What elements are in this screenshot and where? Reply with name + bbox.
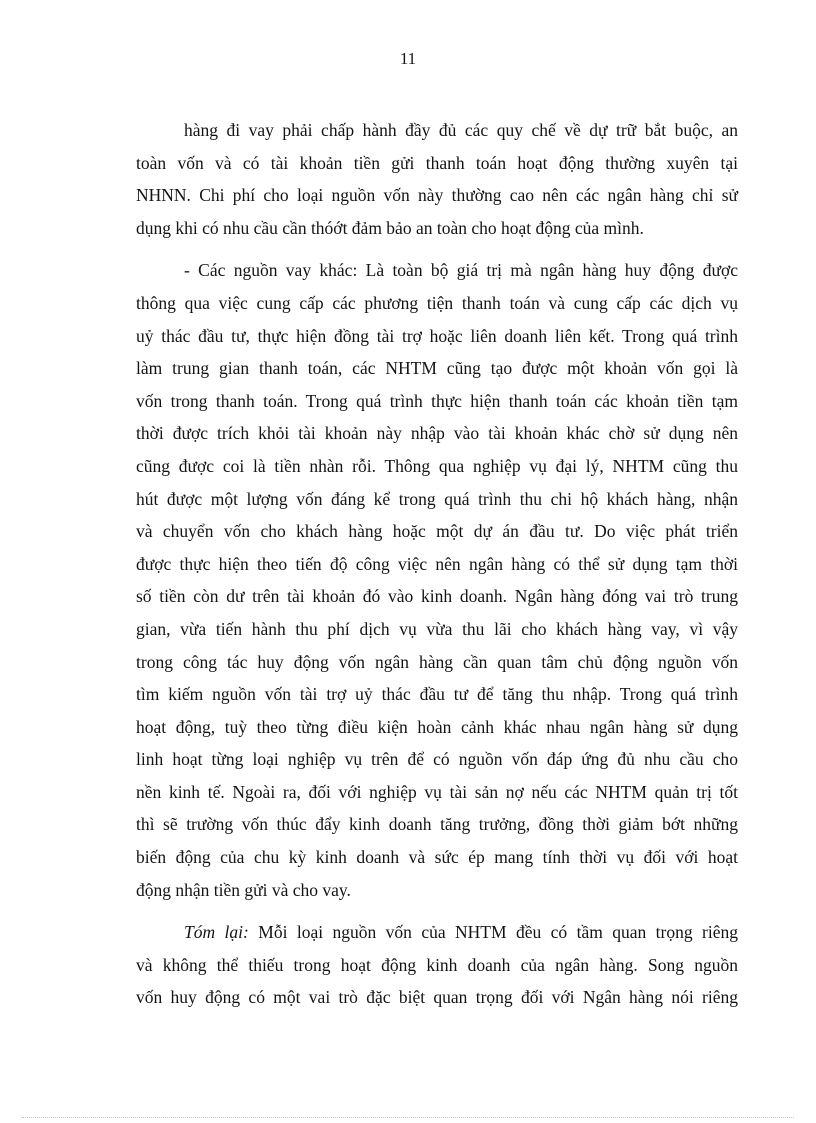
- text-line: làm trung gian thanh toán, các NHTM cũng tạo được một khoản vốn gọi là: [136, 358, 738, 379]
- text-line: hàng đi vay phải chấp hành đầy đủ các quy chế về dự trữ bắt buộc, an: [184, 120, 738, 140]
- page-number: 11: [399, 49, 417, 68]
- text-line: cũng được coi là tiền nhàn rỗi. Thông qua nghiệp vụ đại lý, NHTM cũng thu: [136, 455, 738, 476]
- text-line: biến động của chu kỳ kinh doanh và sức ép mang tính thời vụ đối với hoạt: [136, 847, 738, 868]
- text-line: NHNN. Chi phí cho loại nguồn vốn này thường cao nên các ngân hàng chỉ sử: [136, 185, 738, 206]
- text-line: thì sẽ trường vốn thúc đẩy kinh doanh tăng trưởng, đồng thời giảm bớt những: [136, 814, 738, 835]
- text-line: thông qua việc cung cấp các phương tiện thanh toán và cung cấp các dịch vụ: [136, 292, 738, 313]
- paragraph-other-borrowings: [136, 254, 738, 906]
- text-line: và không thể thiếu trong hoạt động kinh doanh của ngân hàng. Song nguồn: [136, 954, 738, 975]
- text-line: [136, 916, 738, 949]
- text-line: hoạt động, tuỳ theo từng điều kiện hoàn cảnh khác nhau ngân hàng sử dụng: [136, 716, 738, 737]
- text-line: số tiền còn dư trên tài khoản đó vào kinh doanh. Ngân hàng đóng vai trò trung: [136, 586, 738, 607]
- document-body: [136, 114, 738, 1024]
- paragraph-summary: [136, 916, 738, 1014]
- text-line: trong công tác huy động vốn ngân hàng cần quan tâm chủ động nguồn vốn: [136, 651, 738, 672]
- summary-lead: Tóm lại:: [184, 922, 249, 943]
- text-line: - Các nguồn vay khác: Là toàn bộ giá trị mà ngân hàng huy động được: [184, 260, 738, 281]
- text-line: tìm kiếm nguồn vốn tài trợ uỷ thác đầu tư để tăng thu nhập. Trong quá trình: [136, 684, 738, 705]
- page-bottom-divider: [22, 1117, 794, 1118]
- text-line: vốn huy động có một vai trò đặc biệt quan trọng đối với Ngân hàng nói riêng: [136, 987, 738, 1008]
- text-line: thời được trích khỏi tài khoản này nhập vào tài khoản khác chờ sử dụng nên: [136, 423, 738, 444]
- text-line: dụng khi có nhu cầu cần thóớt đảm bảo an toàn cho hoạt động của mình.: [136, 217, 644, 238]
- text-line: vốn trong thanh toán. Trong quá trình thực hiện thanh toán các khoản tiền tạm: [136, 390, 738, 411]
- text-line: được thực hiện theo tiến độ công việc nên ngân hàng có thể sử dụng tạm thời: [136, 553, 738, 574]
- text-line: linh hoạt từng loại nghiệp vụ trên để có nguồn vốn đáp ứng đủ nhu cầu cho: [136, 749, 738, 770]
- text-line: hút được một lượng vốn đáng kể trong quá trình thu chi hộ khách hàng, nhận: [136, 488, 738, 509]
- summary-lead-rest: Mỗi loại nguồn vốn của NHTM đều có tầm quan trọng riêng: [248, 922, 738, 943]
- text-line: nền kinh tế. Ngoài ra, đối với nghiệp vụ tài sản nợ nếu các NHTM quản trị tốt: [136, 781, 738, 802]
- text-line: gian, vừa tiến hành thu phí dịch vụ vừa thu lãi cho khách hàng vay, vì vậy: [136, 618, 738, 639]
- text-line: uỷ thác đầu tư, thực hiện đồng tài trợ hoặc liên doanh liên kết. Trong quá trình: [136, 325, 738, 346]
- text-line: toàn vốn và có tài khoản tiền gửi thanh toán hoạt động thường xuyên tại: [136, 152, 738, 173]
- text-line: động nhận tiền gửi và cho vay.: [136, 879, 351, 900]
- paragraph-reserve-requirements: [136, 114, 738, 244]
- text-line: và chuyển vốn cho khách hàng hoặc một dự án đầu tư. Do việc phát triển: [136, 521, 738, 542]
